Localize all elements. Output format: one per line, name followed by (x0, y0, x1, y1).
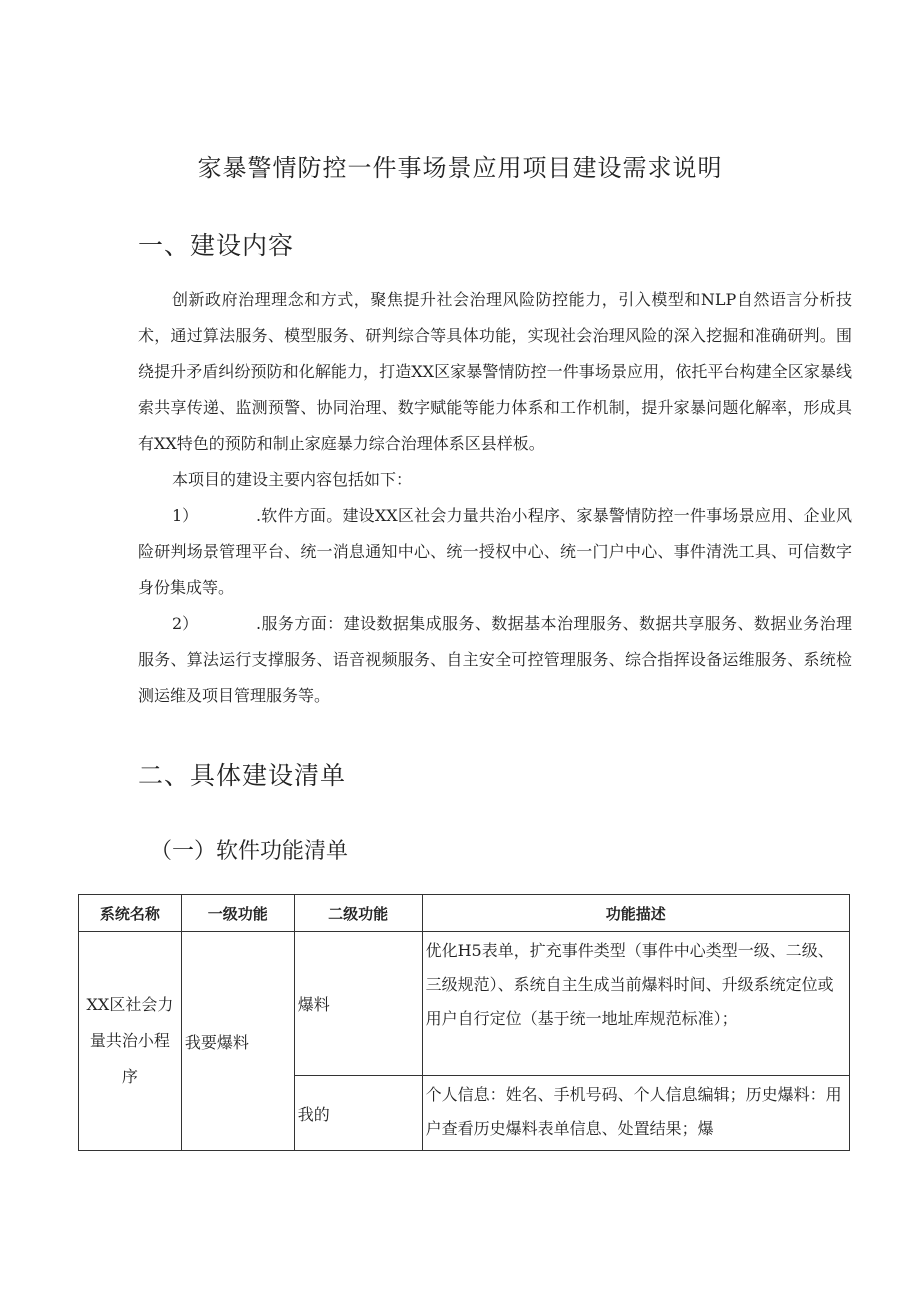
description-text: 个人信息：姓名、手机号码、个人信息编辑；历史爆料：用户查看历史爆料表单信息、处置结果；爆 (425, 1085, 842, 1138)
header-level2: 二级功能 (294, 895, 422, 932)
list-item-text: .服务方面：建设数据集成服务、数据基本治理服务、数据共享服务、数据业务治理服务、算法运行支撑服务、语音视频服务、自主安全可控管理服务、综合指挥设备运维服务、系统检测运维及项目管理服务等。 (138, 614, 852, 705)
description-cell (422, 1076, 849, 1151)
level2-cell: 爆料 (294, 932, 422, 1076)
intro-paragraph: 创新政府治理理念和方式，聚焦提升社会治理风险防控能力，引入模型和NLP自然语言分析技术，通过算法服务、模型服务、研判综合等具体功能，实现社会治理风险的深入挖掘和准确研判。围绕提升矛盾纠纷预防和化解能力，打造XX区家暴警情防控一件事场景应用，依托平台构建全区家暴线索共享传递、监测预警、协同治理、数字赋能等能力体系和工作机制，提升家暴问题化解率，形成具有XX特色的预防和制止家庭暴力综合治理体系区县样板。 (138, 290, 852, 453)
system-name-cell: XX区社会力量共治小程序 (79, 932, 182, 1151)
header-system-name: 系统名称 (79, 895, 182, 932)
list-item-number: 2） (172, 614, 199, 633)
list-item-number: 1） (172, 506, 199, 525)
list-item-software (138, 498, 852, 606)
list-item-text: .软件方面。建设XX区社会力量共治小程序、家暴警情防控一件事场景应用、企业风险研判场景管理平台、统一消息通知中心、统一授权中心、统一门户中心、事件清洗工具、可信数字身份集成等。 (138, 506, 852, 597)
table-header-row (79, 895, 850, 932)
level1-cell: 我要爆料 (181, 932, 294, 1151)
document-title: 家暴警情防控一件事场景应用项目建设需求说明 (197, 154, 723, 182)
level2-cell: 我的 (294, 1076, 422, 1151)
header-level1: 一级功能 (181, 895, 294, 932)
section-heading-1: 一、建设内容 (138, 231, 295, 260)
subsection-heading: （一）软件功能清单 (150, 839, 349, 864)
description-cell: 优化H5表单，扩充事件类型（事件中心类型一级、二级、三级规范）、系统自主生成当前爆料时间、升级系统定位或用户自行定位（基于统一地址库规范标准）； (422, 932, 849, 1076)
header-description: 功能描述 (422, 895, 849, 932)
content-intro-paragraph: 本项目的建设主要内容包括如下： (172, 470, 413, 489)
table-row (79, 932, 850, 1076)
section-heading-2: 二、具体建设清单 (138, 761, 347, 790)
list-item-service (138, 606, 852, 714)
function-table (78, 894, 850, 1151)
